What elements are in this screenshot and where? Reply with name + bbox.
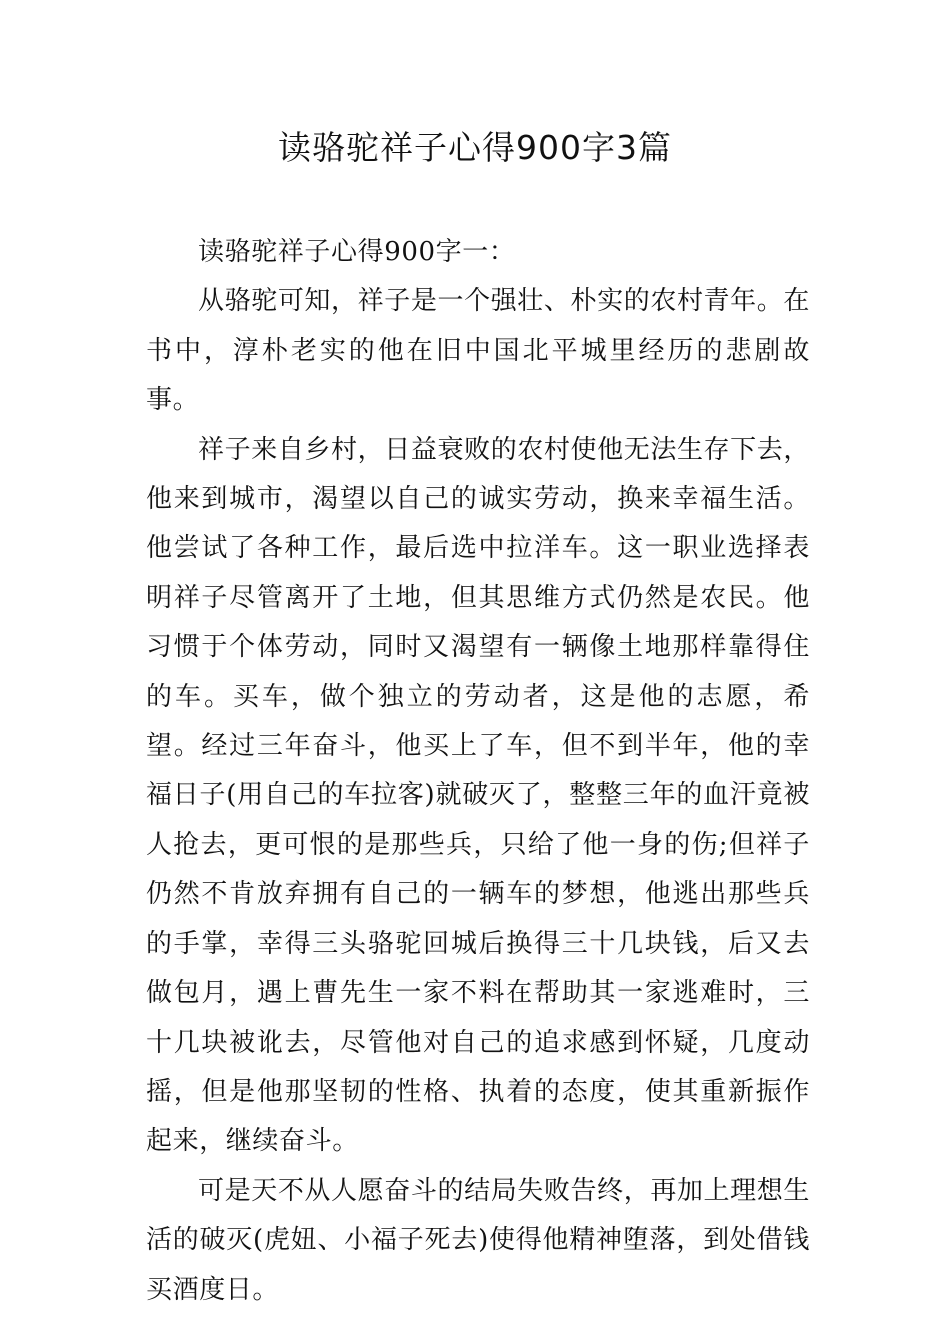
document-title: 读骆驼祥子心得900字3篇 bbox=[278, 128, 672, 167]
paragraph-4: 可是天不从人愿奋斗的结局失败告终，再加上理想生活的破灭(虎妞、小福子死去)使得他精神堕落，到处借钱买酒度日。 bbox=[146, 1175, 810, 1305]
paragraph-2: 从骆驼可知，祥子是一个强壮、朴实的农村青年。在书中，淳朴老实的他在旧中国北平城里经历的悲剧故事。 bbox=[146, 286, 810, 416]
document-body bbox=[146, 228, 810, 1315]
paragraph-1: 读骆驼祥子心得900字一： bbox=[198, 237, 516, 267]
paragraph-3: 祥子来自乡村，日益衰败的农村使他无法生存下去，他来到城市，渴望以自己的诚实劳动，换来幸福生活。他尝试了各种工作，最后选中拉洋车。这一职业选择表明祥子尽管离开了土地，但其思维方式仍然是农民。他习惯于个体劳动，同时又渴望有一辆像土地那样靠得住的车。买车，做个独立的劳动者，这是他的志愿，希望。经过三年奋斗，他买上了车，但不到半年，他的幸福日子(用自己的车拉客)就破灭了，整整三年的血汗竟被人抢去，更可恨的是那些兵，只给了他一身的伤;但祥子仍然不肯放弃拥有自己的一辆车的梦想，他逃出那些兵的手掌，幸得三头骆驼回城后换得三十几块钱，后又去做包月，遇上曹先生一家不料在帮助其一家逃难时，三十几块被讹去，尽管他对自己的追求感到怀疑，几度动摇，但是他那坚韧的性格、执着的态度，使其重新振作起来，继续奋斗。 bbox=[146, 434, 810, 1157]
